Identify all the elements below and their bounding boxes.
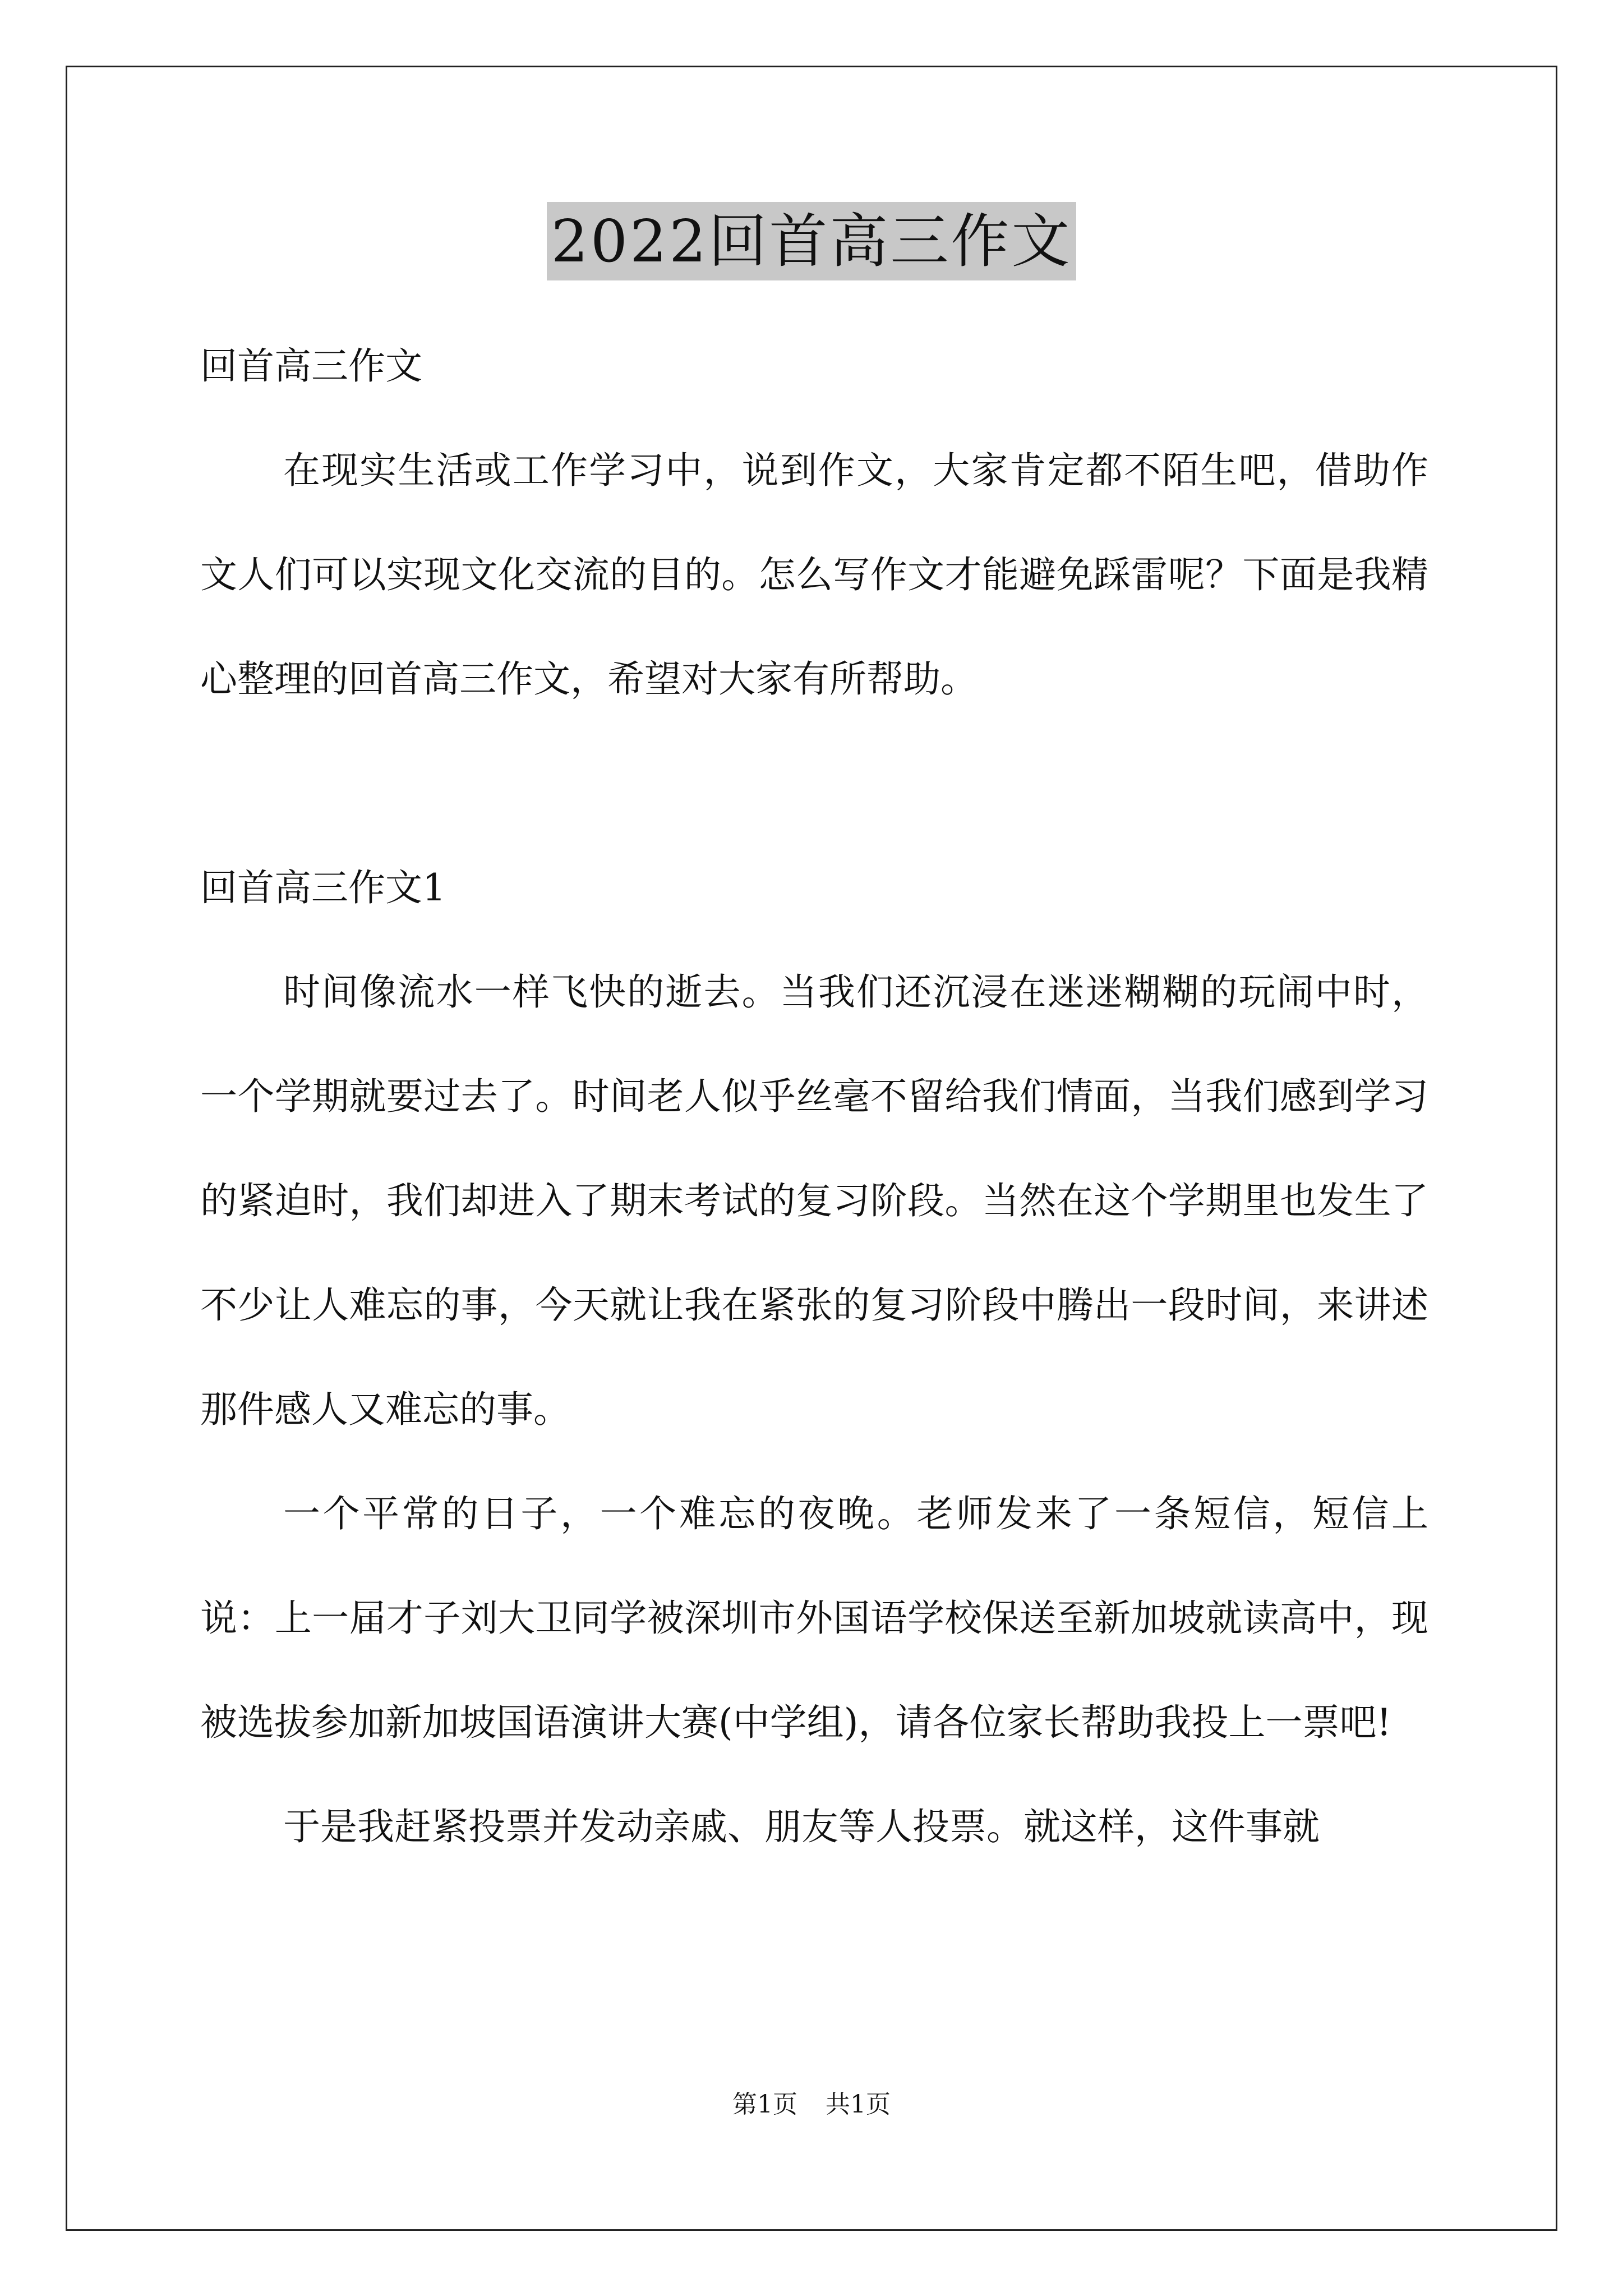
section-heading: 回首高三作文1 [200, 866, 446, 909]
document-body [200, 314, 1428, 1879]
body-paragraph: 于是我赶紧投票并发动亲戚、朋友等人投票。就这样，这件事就 [283, 1805, 1320, 1848]
document-title: 2022回首高三作文 [547, 202, 1077, 280]
body-paragraph: 一个平常的日子，一个难忘的夜晚。老师发来了一条短信，短信上说：上一届才子刘大卫同学被深圳市外国语学校保送至新加坡就读高中，现被选拔参加新加坡国语演讲大赛(中学组)，请各位家长帮助我投上一票吧! [200, 1492, 1428, 1744]
body-paragraph: 时间像流水一样飞快的逝去。当我们还沉浸在迷迷糊糊的玩闹中时，一个学期就要过去了。时间老人似乎丝毫不留给我们情面，当我们感到学习的紧迫时，我们却进入了期末考试的复习阶段。当然在这个学期里也发生了不少让人难忘的事，今天就让我在紧张的复习阶段中腾出一段时间，来讲述那件感人又难忘的事。 [200, 970, 1428, 1431]
document-subtitle: 回首高三作文 [200, 344, 422, 388]
page-number: 第1页 [732, 2090, 797, 2119]
intro-paragraph: 在现实生活或工作学习中，说到作文，大家肯定都不陌生吧，借助作文人们可以实现文化交流的目的。怎么写作文才能避免踩雷呢？下面是我精心整理的回首高三作文，希望对大家有所帮助。 [200, 449, 1428, 701]
page-footer [0, 2088, 1623, 2122]
paragraph-spacer [200, 731, 1428, 836]
page-total: 共1页 [826, 2090, 891, 2119]
title-container [0, 202, 1623, 280]
